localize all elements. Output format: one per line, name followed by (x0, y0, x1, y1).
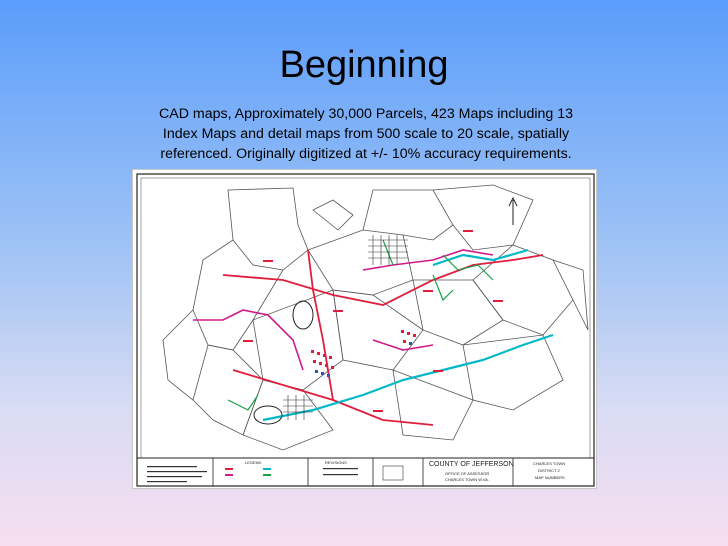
map-numbers-label: MAP NUMBERS (535, 475, 565, 480)
district-line-2: DISTRICT 2 (538, 468, 560, 473)
slide-title: Beginning (279, 44, 449, 86)
track-oval-lower (254, 406, 282, 424)
legend-text-lines (147, 466, 403, 482)
track-oval (293, 301, 313, 329)
green-features (228, 240, 493, 410)
county-name: COUNTY OF JEFFERSON (429, 461, 514, 468)
slide-body-text: CAD maps, Approximately 30,000 Parcels, 423 Maps including 13 Index Maps and detail maps from 500 scale to 20 scale, spatially referenced. Originally digitized at +/- 10% accuracy requirements. (158, 106, 574, 162)
cad-map-image (132, 169, 597, 489)
revisions-label: REVISIONS (325, 460, 347, 465)
main-roads (223, 250, 543, 425)
district-line-1: CHARLES TOWN (533, 461, 566, 466)
north-arrow-icon (509, 198, 517, 225)
legend-swatches (225, 468, 271, 476)
office-line-2: CHARLES TOWN W.VA. (445, 477, 490, 482)
cad-map-drawing (133, 170, 598, 490)
legend-label: LEGEND (245, 460, 262, 465)
urban-grid (283, 235, 408, 420)
office-line-1: OFFICE OF ASSESSOR (445, 471, 490, 476)
